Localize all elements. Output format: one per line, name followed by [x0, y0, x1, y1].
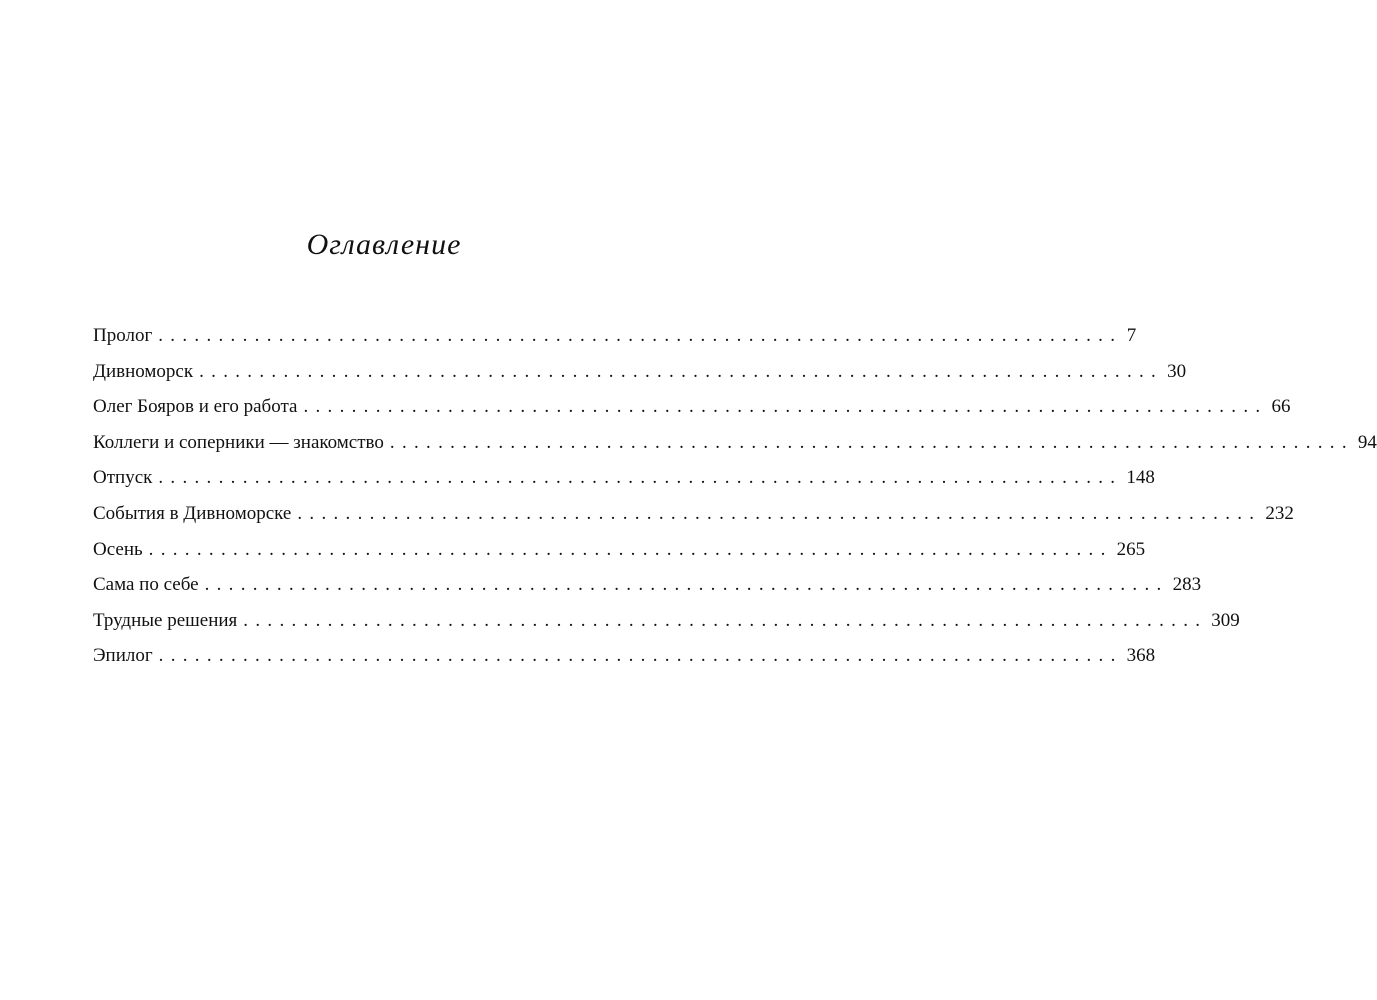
toc-page-number: 232 — [1265, 502, 1294, 524]
toc-entry-events[interactable] — [93, 496, 1294, 532]
toc-entry-vacation[interactable] — [93, 460, 1155, 496]
toc-entry-title: Отпуск — [93, 467, 153, 489]
toc-entry-colleagues[interactable] — [93, 425, 1377, 461]
toc-page-number: 66 — [1271, 396, 1291, 418]
toc-entry-oleg-boyarov[interactable] — [93, 389, 1291, 425]
toc-page-number: 94 — [1357, 431, 1377, 453]
toc-entry-title: Пролог — [93, 325, 153, 346]
dot-leader: ................................................................................ — [297, 502, 1262, 524]
dot-leader: ................................................................................ — [148, 538, 1113, 560]
dot-leader: ................................................................................ — [158, 467, 1123, 489]
toc-entry-title: Олег Бояров и его работа — [93, 396, 298, 418]
toc-list — [93, 318, 1377, 674]
toc-page-number: 368 — [1126, 645, 1156, 667]
dot-leader: ................................................................................ — [243, 609, 1208, 631]
dot-leader: ................................................................................ — [158, 325, 1123, 346]
toc-entry-title: Эпилог — [93, 645, 153, 667]
toc-entry-title: Осень — [93, 538, 143, 560]
toc-page-number: 30 — [1167, 360, 1187, 382]
toc-page-number: 265 — [1116, 538, 1146, 560]
dot-leader: ................................................................................ — [303, 396, 1268, 418]
toc-entry-title: События в Дивноморске — [93, 502, 292, 524]
toc-entry-title: Коллеги и соперники — знакомство — [93, 431, 384, 453]
toc-entry-title: Сама по себе — [93, 574, 199, 596]
toc-entry-divnomorsk[interactable] — [93, 354, 1187, 390]
toc-page-number: 309 — [1211, 609, 1240, 631]
toc-entry-title: Трудные решения — [93, 609, 238, 631]
dot-leader: ................................................................................ — [199, 360, 1164, 382]
toc-page-number: 7 — [1126, 325, 1137, 346]
toc-entry-epilogue[interactable] — [93, 638, 1156, 674]
toc-title: Оглавление — [306, 228, 462, 261]
toc-entry-on-her-own[interactable] — [93, 567, 1202, 603]
toc-entry-autumn[interactable] — [93, 532, 1146, 568]
toc-page-number: 148 — [1126, 467, 1155, 489]
toc-page-number: 283 — [1172, 574, 1202, 596]
toc-entry-hard-decisions[interactable] — [93, 603, 1240, 639]
toc-entry-prologue[interactable] — [93, 318, 1137, 354]
dot-leader: ................................................................................ — [204, 574, 1169, 596]
toc-entry-title: Дивноморск — [93, 360, 194, 382]
dot-leader: ................................................................................ — [389, 431, 1354, 453]
dot-leader: ................................................................................ — [158, 645, 1123, 667]
